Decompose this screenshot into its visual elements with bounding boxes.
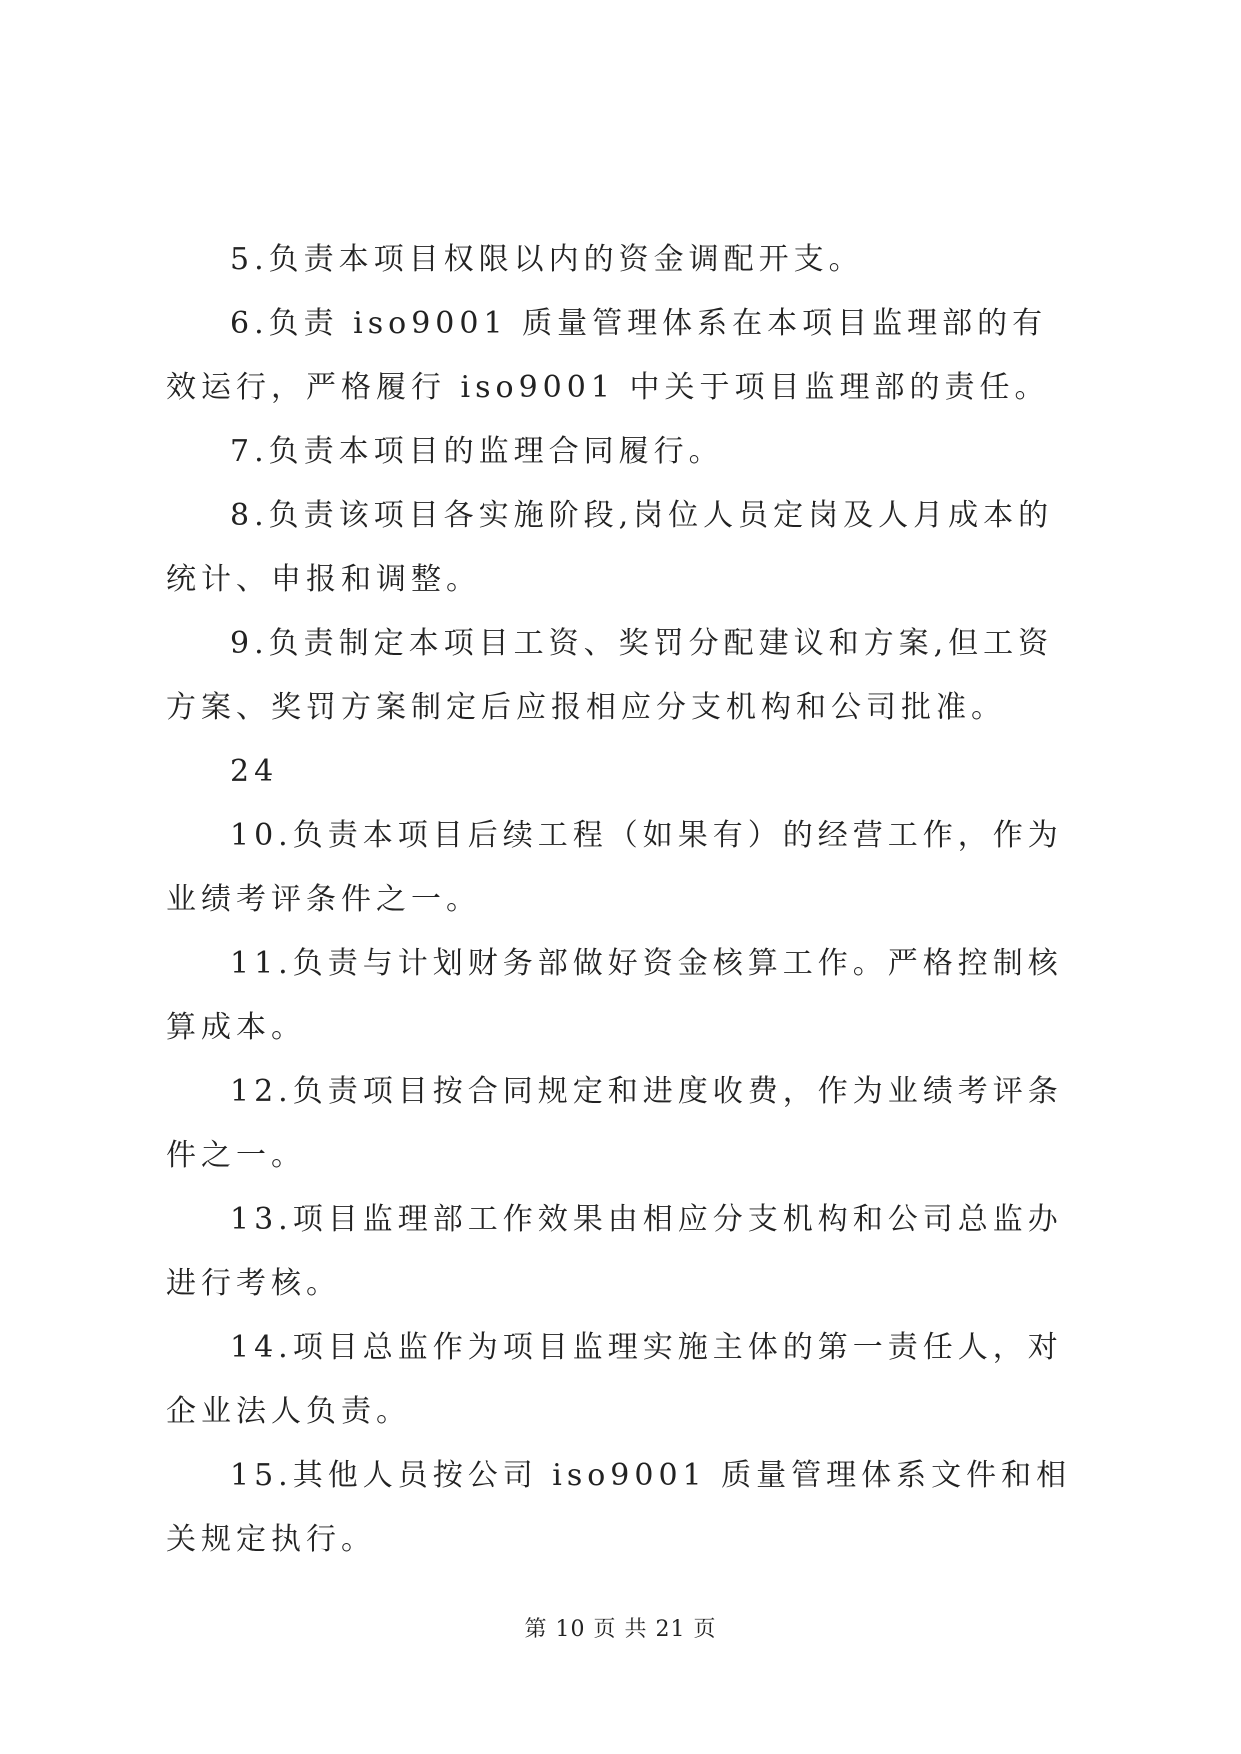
- paragraph-item-5: 5.负责本项目权限以内的资金调配开支。: [230, 242, 864, 277]
- paragraph-item-15: 15.其他人员按公司 iso9001 质量管理体系文件和相关规定执行。: [166, 1458, 1072, 1557]
- paragraph-item-10: 10.负责本项目后续工程（如果有）的经营工作，作为业绩考评条件之一。: [166, 818, 1063, 917]
- paragraph-item-11: 11.负责与计划财务部做好资金核算工作。严格控制核算成本。: [166, 946, 1063, 1045]
- document-body: [166, 228, 1076, 1572]
- paragraph-item-7: 7.负责本项目的监理合同履行。: [230, 434, 724, 469]
- paragraph-item-9: 9.负责制定本项目工资、奖罚分配建议和方案,但工资方案、奖罚方案制定后应报相应分支机构和公司批准。: [166, 626, 1054, 725]
- paragraph-item-14: 14.项目总监作为项目监理实施主体的第一责任人，对企业法人负责。: [166, 1330, 1063, 1429]
- paragraph-item-6: 6.负责 iso9001 质量管理体系在本项目监理部的有效运行，严格履行 iso9001 中关于项目监理部的责任。: [166, 306, 1050, 405]
- stray-number: 24: [230, 754, 279, 789]
- paragraph-item-13: 13.项目监理部工作效果由相应分支机构和公司总监办进行考核。: [166, 1202, 1063, 1301]
- paragraph-item-12: 12.负责项目按合同规定和进度收费，作为业绩考评条件之一。: [166, 1074, 1063, 1173]
- page-number-footer: 第 10 页 共 21 页: [524, 1617, 717, 1642]
- paragraph-item-8: 8.负责该项目各实施阶段,岗位人员定岗及人月成本的统计、申报和调整。: [166, 498, 1054, 597]
